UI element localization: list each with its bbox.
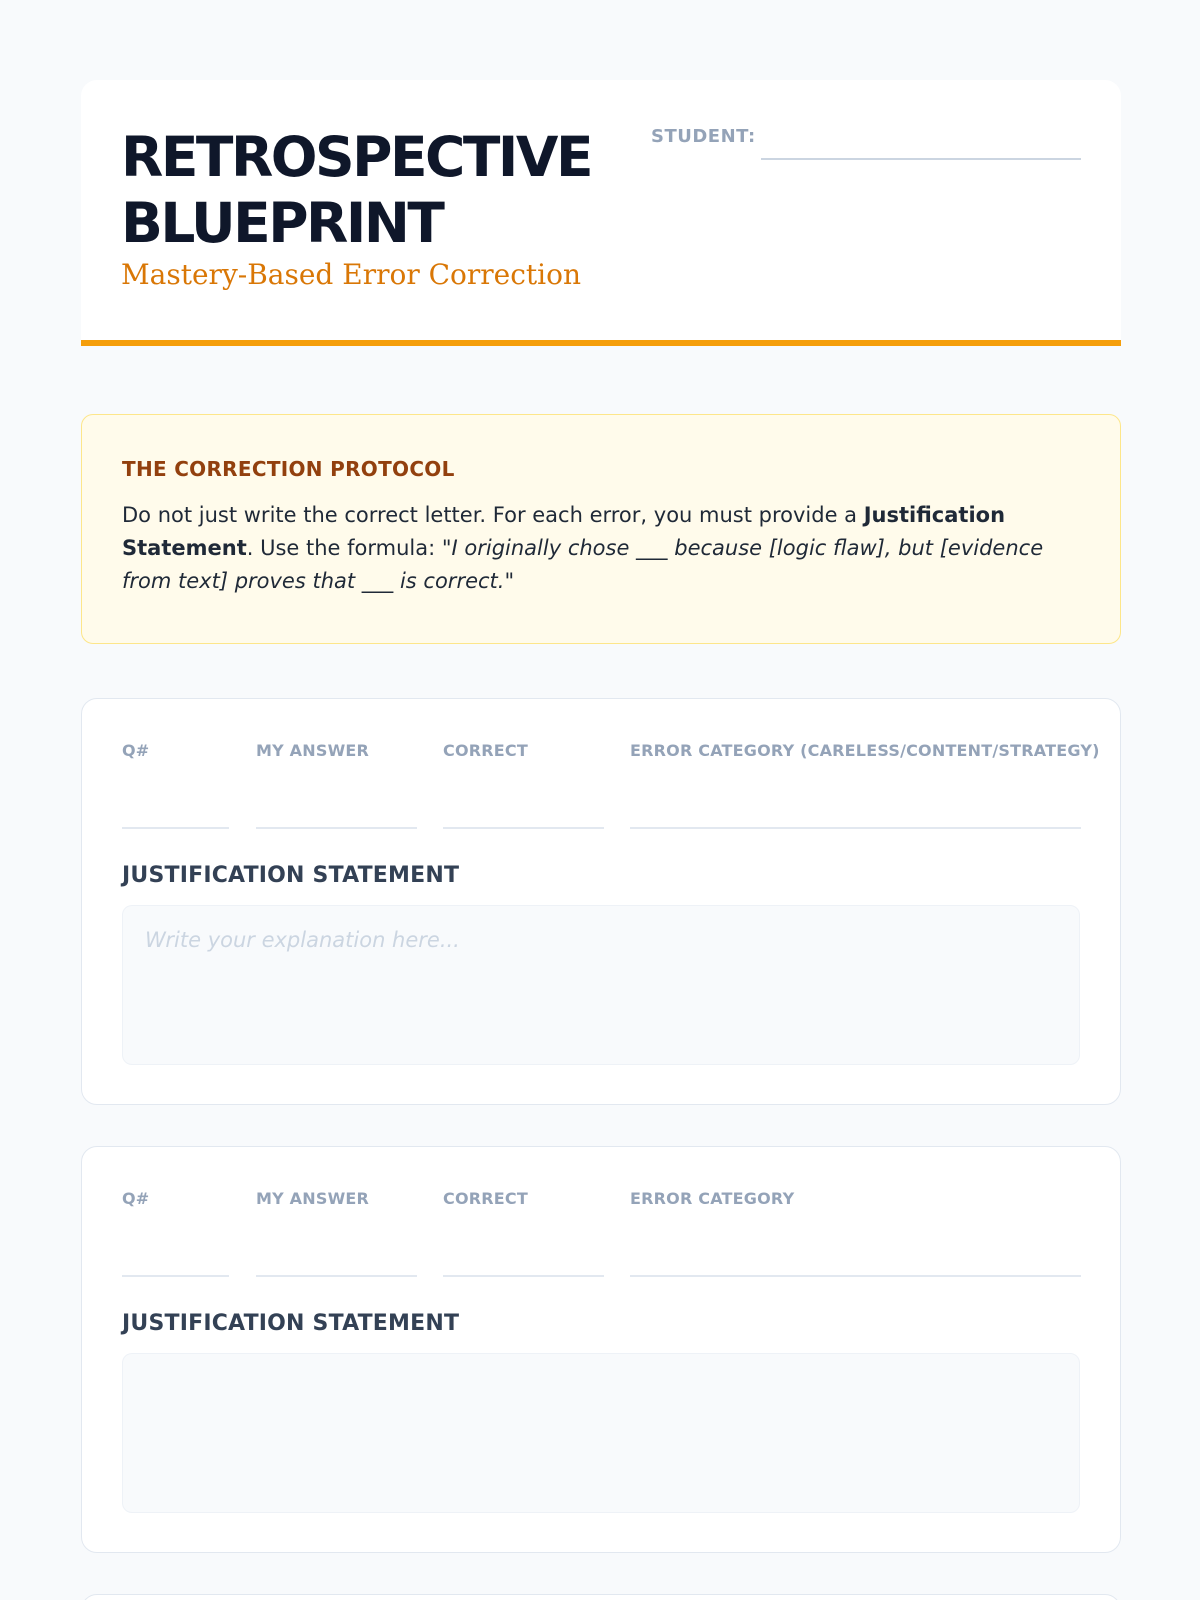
protocol-title: THE CORRECTION PROTOCOL	[122, 457, 455, 481]
error-category-label: ERROR CATEGORY	[630, 1189, 795, 1208]
error-category-field[interactable]	[630, 1275, 1081, 1277]
question-number-label: Q#	[122, 741, 150, 760]
protocol-formula: "I originally chose ___ because [logic flaw], but [evidence from text] proves that ___ is correct."	[122, 536, 1044, 593]
protocol-text-intro: Do not just write the correct letter. For each error, you must provide a	[122, 503, 864, 527]
student-label: STUDENT:	[651, 126, 756, 147]
my-answer-label: MY ANSWER	[256, 741, 370, 760]
protocol-bold-term: Justification Statement	[122, 503, 1006, 560]
correct-answer-label: CORRECT	[443, 741, 528, 760]
error-category-field[interactable]	[630, 827, 1081, 829]
student-name-field[interactable]	[761, 158, 1081, 160]
correct-answer-label: CORRECT	[443, 1189, 528, 1208]
my-answer-label: MY ANSWER	[256, 1189, 370, 1208]
my-answer-field[interactable]	[256, 827, 417, 829]
error-entry-card-partial	[81, 1594, 1121, 1600]
page-title	[121, 124, 591, 256]
title-line-1: RETROSPECTIVE	[121, 125, 592, 189]
correct-answer-field[interactable]	[443, 1275, 604, 1277]
protocol-text-formula-lead: . Use the formula:	[246, 536, 442, 560]
correction-protocol-box	[81, 414, 1121, 644]
question-number-label: Q#	[122, 1189, 150, 1208]
justification-textarea[interactable]: Write your explanation here...	[122, 905, 1080, 1065]
correct-answer-field[interactable]	[443, 827, 604, 829]
error-category-label: ERROR CATEGORY (CARELESS/CONTENT/STRATEGY)	[630, 741, 1100, 760]
protocol-text	[122, 499, 1080, 598]
my-answer-field[interactable]	[256, 1275, 417, 1277]
title-line-2: BLUEPRINT	[121, 191, 443, 255]
justification-label: JUSTIFICATION STATEMENT	[122, 1311, 460, 1336]
page-subtitle: Mastery-Based Error Correction	[121, 258, 582, 291]
justification-label: JUSTIFICATION STATEMENT	[122, 863, 460, 888]
header-card	[81, 80, 1121, 346]
justification-textarea[interactable]	[122, 1353, 1080, 1513]
error-entry-card	[81, 698, 1121, 1105]
question-number-field[interactable]	[122, 1275, 229, 1277]
error-entry-card	[81, 1146, 1121, 1553]
question-number-field[interactable]	[122, 827, 229, 829]
